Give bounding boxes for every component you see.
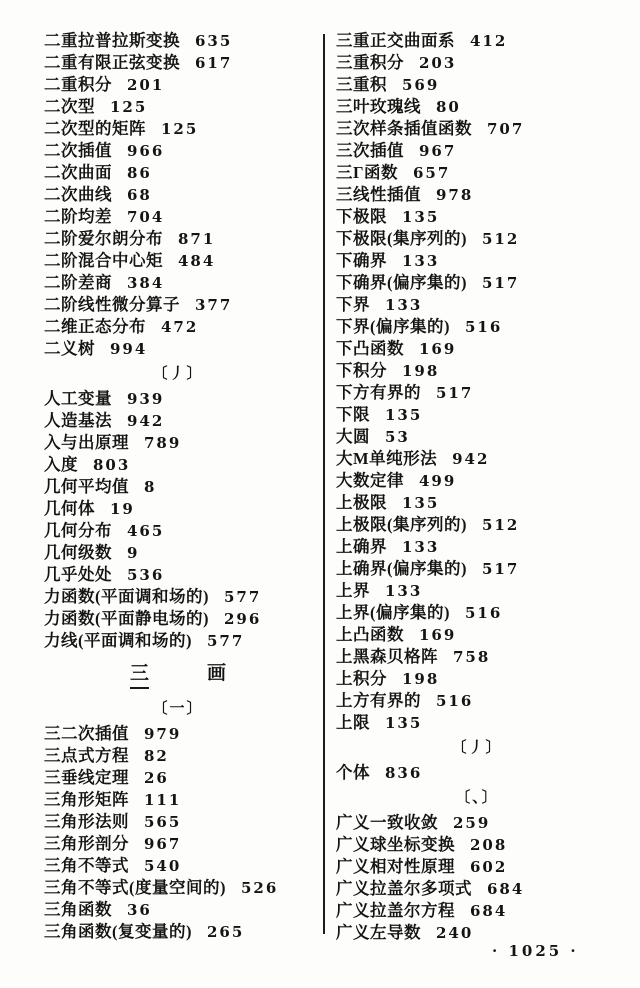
entry-term: 大数定律 [336, 471, 404, 490]
entry-term: 几何平均值 [44, 477, 129, 496]
entry-page-number: 259 [453, 814, 491, 832]
index-entry [44, 52, 312, 74]
stroke-count-heading [44, 652, 312, 695]
entry-page-number: 111 [144, 791, 182, 809]
index-entry [336, 360, 618, 382]
entry-page-number: 517 [482, 274, 520, 292]
index-entry [336, 646, 618, 668]
entry-term: 二维正态分布 [44, 317, 146, 336]
entry-page-number: 836 [385, 764, 423, 782]
entry-term: 大M单纯形法 [336, 449, 438, 468]
entry-page-number: 967 [144, 835, 182, 853]
entry-page-number: 8 [144, 478, 157, 496]
entry-term: 几乎处处 [44, 565, 112, 584]
index-entry [336, 448, 618, 470]
entry-term: 广义左导数 [336, 923, 421, 942]
index-entry [44, 184, 312, 206]
stroke-count-character: 三 [130, 662, 149, 689]
index-entry [44, 586, 312, 608]
index-entry [336, 228, 618, 250]
index-entry [44, 564, 312, 586]
heading-hua-character: 画 [207, 663, 227, 684]
entry-page-number: 377 [195, 296, 233, 314]
entry-term: 下凸函数 [336, 339, 404, 358]
entry-page-number: 203 [419, 54, 457, 72]
entry-term: 三角函数 [44, 900, 112, 919]
entry-term: 二次插值 [44, 141, 112, 160]
entry-term: 二阶爱尔朗分布 [44, 229, 163, 248]
index-entry [44, 96, 312, 118]
radical-section-header: 〔丿〕 [451, 740, 503, 756]
entry-page-number: 26 [144, 769, 169, 787]
index-entry [44, 630, 312, 652]
entry-term: 人工变量 [44, 389, 112, 408]
entry-page-number: 240 [436, 924, 474, 942]
entry-term: 广义拉盖尔多项式 [336, 879, 472, 898]
radical-section-header: 〔丿〕 [152, 366, 204, 382]
entry-term: 几何级数 [44, 543, 112, 562]
entry-page-number: 967 [419, 142, 457, 160]
entry-page-number: 939 [127, 390, 165, 408]
entry-term: 二次型的矩阵 [44, 119, 146, 138]
entry-page-number: 994 [110, 340, 148, 358]
index-entry [336, 762, 618, 784]
entry-term: 三角形剖分 [44, 834, 129, 853]
entry-page-number: 978 [436, 186, 474, 204]
entry-term: 二重有限正弦变换 [44, 53, 180, 72]
index-entry [44, 410, 312, 432]
entry-term: 下极限(集序列的) [336, 229, 467, 248]
entry-term: 上界(偏序集的) [336, 603, 450, 622]
entry-page-number: 384 [127, 274, 165, 292]
index-entry [336, 52, 618, 74]
entry-term: 上凸函数 [336, 625, 404, 644]
entry-term: 三重积 [336, 75, 387, 94]
entry-term: 上限 [336, 713, 370, 732]
radical-section-header: 〔一〕 [152, 701, 204, 717]
index-entry [44, 74, 312, 96]
entry-page-number: 135 [402, 208, 440, 226]
index-entry [336, 900, 618, 922]
index-entry [336, 878, 618, 900]
entry-term: 三次插值 [336, 141, 404, 160]
entry-term: 几何体 [44, 499, 95, 518]
entry-page-number: 499 [419, 472, 457, 490]
index-entry [336, 922, 618, 944]
index-entry [336, 294, 618, 316]
entry-page-number: 516 [465, 604, 503, 622]
index-entry [44, 388, 312, 410]
entry-term: 三角不等式(度量空间的) [44, 878, 226, 897]
index-entry [44, 745, 312, 767]
entry-term: 上界 [336, 581, 370, 600]
entry-page-number: 68 [127, 186, 152, 204]
entry-page-number: 9 [127, 544, 140, 562]
index-entry [336, 316, 618, 338]
entry-term: 二重拉普拉斯变换 [44, 31, 180, 50]
entry-page-number: 577 [207, 632, 245, 650]
entry-term: 三Γ函数 [336, 163, 398, 182]
entry-term: 二阶均差 [44, 207, 112, 226]
index-entry [44, 228, 312, 250]
index-entry [336, 514, 618, 536]
index-entry [336, 118, 618, 140]
entry-page-number: 198 [402, 362, 440, 380]
index-entry [336, 184, 618, 206]
entry-term: 入度 [44, 455, 78, 474]
index-entry [336, 492, 618, 514]
entry-page-number: 512 [482, 516, 520, 534]
entry-term: 下界(偏序集的) [336, 317, 450, 336]
column-divider [323, 34, 325, 934]
entry-page-number: 516 [465, 318, 503, 336]
entry-term: 大圆 [336, 427, 370, 446]
entry-term: 二次曲面 [44, 163, 112, 182]
entry-page-number: 707 [487, 120, 525, 138]
entry-term: 下积分 [336, 361, 387, 380]
entry-page-number: 684 [487, 880, 525, 898]
entry-page-number: 135 [385, 714, 423, 732]
index-entry [44, 316, 312, 338]
entry-term: 二重积分 [44, 75, 112, 94]
index-entry [336, 250, 618, 272]
entry-term: 三角形法则 [44, 812, 129, 831]
entry-page-number: 871 [178, 230, 216, 248]
index-entry [44, 723, 312, 745]
entry-term: 下界 [336, 295, 370, 314]
index-entry [336, 206, 618, 228]
entry-term: 三垂线定理 [44, 768, 129, 787]
entry-term: 下限 [336, 405, 370, 424]
entry-page-number: 201 [127, 76, 165, 94]
entry-term: 上积分 [336, 669, 387, 688]
index-entry [336, 470, 618, 492]
entry-term: 力函数(平面调和场的) [44, 587, 209, 606]
entry-page-number: 635 [195, 32, 233, 50]
entry-term: 个体 [336, 763, 370, 782]
entry-page-number: 704 [127, 208, 165, 226]
entry-term: 二次曲线 [44, 185, 112, 204]
index-entry [44, 118, 312, 140]
index-entry [336, 426, 618, 448]
entry-page-number: 484 [178, 252, 216, 270]
entry-page-number: 169 [419, 340, 457, 358]
entry-term: 二次型 [44, 97, 95, 116]
entry-page-number: 135 [385, 406, 423, 424]
entry-term: 上确界(偏序集的) [336, 559, 467, 578]
entry-term: 上极限 [336, 493, 387, 512]
index-entry [44, 162, 312, 184]
index-column-right [336, 30, 618, 944]
index-entry [44, 921, 312, 943]
entry-term: 三点式方程 [44, 746, 129, 765]
index-entry [336, 382, 618, 404]
entry-page-number: 577 [224, 588, 262, 606]
index-entry [44, 272, 312, 294]
entry-term: 人造基法 [44, 411, 112, 430]
entry-page-number: 198 [402, 670, 440, 688]
entry-page-number: 208 [470, 836, 508, 854]
index-entry [336, 96, 618, 118]
index-entry [44, 140, 312, 162]
entry-term: 上黑森贝格阵 [336, 647, 438, 666]
entry-page-number: 789 [144, 434, 182, 452]
entry-term: 三线性插值 [336, 185, 421, 204]
index-entry [336, 812, 618, 834]
entry-term: 上极限(集序列的) [336, 515, 467, 534]
entry-term: 三二次插值 [44, 724, 129, 743]
index-entry [44, 855, 312, 877]
index-entry [44, 608, 312, 630]
entry-page-number: 133 [385, 296, 423, 314]
entry-page-number: 942 [452, 450, 490, 468]
index-entry [336, 162, 618, 184]
index-entry [336, 712, 618, 734]
entry-page-number: 125 [161, 120, 199, 138]
entry-term: 三重积分 [336, 53, 404, 72]
index-entry [44, 206, 312, 228]
entry-term: 三角形矩阵 [44, 790, 129, 809]
index-entry [44, 542, 312, 564]
entry-page-number: 36 [127, 901, 152, 919]
entry-term: 下确界 [336, 251, 387, 270]
entry-page-number: 86 [127, 164, 152, 182]
entry-page-number: 684 [470, 902, 508, 920]
index-entry [336, 602, 618, 624]
index-entry [44, 294, 312, 316]
entry-page-number: 412 [470, 32, 508, 50]
page-number: · 1025 · [492, 942, 579, 960]
entry-term: 二阶差商 [44, 273, 112, 292]
entry-page-number: 942 [127, 412, 165, 430]
entry-term: 下方有界的 [336, 383, 421, 402]
entry-term: 三次样条插值函数 [336, 119, 472, 138]
index-entry [336, 404, 618, 426]
radical-section-header: 〔、〕 [455, 790, 499, 806]
entry-term: 二阶线性微分算子 [44, 295, 180, 314]
entry-term: 二阶混合中心矩 [44, 251, 163, 270]
index-entry [336, 834, 618, 856]
index-entry [44, 833, 312, 855]
entry-page-number: 265 [207, 923, 245, 941]
entry-page-number: 296 [224, 610, 262, 628]
index-entry [336, 338, 618, 360]
entry-page-number: 465 [127, 522, 165, 540]
entry-page-number: 966 [127, 142, 165, 160]
entry-page-number: 569 [402, 76, 440, 94]
entry-page-number: 517 [436, 384, 474, 402]
entry-page-number: 536 [127, 566, 165, 584]
entry-page-number: 19 [110, 500, 135, 518]
entry-term: 力函数(平面静电场的) [44, 609, 209, 628]
index-entry [44, 454, 312, 476]
entry-page-number: 758 [453, 648, 491, 666]
entry-page-number: 472 [161, 318, 199, 336]
entry-term: 下极限 [336, 207, 387, 226]
index-entry [336, 668, 618, 690]
entry-page-number: 602 [470, 858, 508, 876]
entry-page-number: 526 [241, 879, 279, 897]
entry-term: 广义拉盖尔方程 [336, 901, 455, 920]
entry-term: 入与出原理 [44, 433, 129, 452]
index-entry [44, 877, 312, 899]
entry-page-number: 125 [110, 98, 148, 116]
index-entry [44, 476, 312, 498]
entry-term: 力线(平面调和场的) [44, 631, 192, 650]
index-entry [336, 30, 618, 52]
index-entry [44, 30, 312, 52]
index-column-left [44, 30, 312, 943]
entry-page-number: 82 [144, 747, 169, 765]
entry-term: 三角不等式 [44, 856, 129, 875]
index-entry [44, 899, 312, 921]
entry-term: 几何分布 [44, 521, 112, 540]
index-entry [44, 498, 312, 520]
index-entry [336, 690, 618, 712]
entry-term: 三叶玫瑰线 [336, 97, 421, 116]
entry-page-number: 540 [144, 857, 182, 875]
entry-term: 上确界 [336, 537, 387, 556]
entry-term: 广义球坐标变换 [336, 835, 455, 854]
index-entry [44, 767, 312, 789]
index-entry [336, 272, 618, 294]
index-entry [44, 338, 312, 360]
entry-page-number: 979 [144, 725, 182, 743]
index-entry [336, 536, 618, 558]
entry-term: 下确界(偏序集的) [336, 273, 467, 292]
entry-page-number: 169 [419, 626, 457, 644]
entry-page-number: 133 [402, 538, 440, 556]
entry-term: 三重正交曲面系 [336, 31, 455, 50]
entry-term: 三角函数(复变量的) [44, 922, 192, 941]
index-entry [336, 856, 618, 878]
entry-term: 广义一致收敛 [336, 813, 438, 832]
entry-page-number: 135 [402, 494, 440, 512]
index-entry [44, 789, 312, 811]
entry-page-number: 657 [413, 164, 451, 182]
entry-page-number: 516 [436, 692, 474, 710]
index-entry [336, 624, 618, 646]
entry-page-number: 133 [385, 582, 423, 600]
entry-page-number: 517 [482, 560, 520, 578]
entry-page-number: 565 [144, 813, 182, 831]
entry-term: 广义相对性原理 [336, 857, 455, 876]
entry-page-number: 80 [436, 98, 461, 116]
entry-page-number: 133 [402, 252, 440, 270]
index-entry [336, 558, 618, 580]
index-entry [44, 520, 312, 542]
index-entry [336, 140, 618, 162]
index-entry [44, 432, 312, 454]
entry-page-number: 617 [195, 54, 233, 72]
index-entry [44, 250, 312, 272]
entry-page-number: 803 [93, 456, 131, 474]
entry-page-number: 53 [385, 428, 410, 446]
index-entry [336, 74, 618, 96]
entry-term: 上方有界的 [336, 691, 421, 710]
index-entry [336, 580, 618, 602]
index-entry [44, 811, 312, 833]
entry-page-number: 512 [482, 230, 520, 248]
entry-term: 二义树 [44, 339, 95, 358]
